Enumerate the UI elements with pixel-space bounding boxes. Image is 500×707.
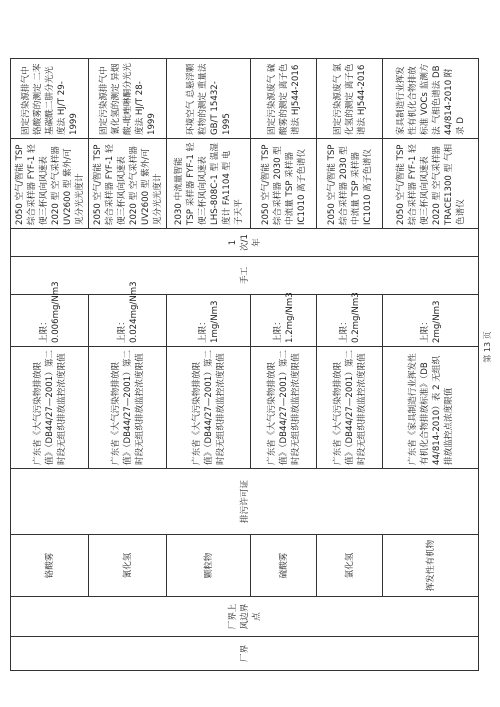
table-row: [89, 59, 167, 671]
table-row: [383, 59, 479, 671]
instrument-cell: 2050 空气/智能 TSP 综合采样器 FYF-1 轻便三杯风向风速表 2020 型 空气采样器 UV2600 型 紫外/可见分光光度计: [11, 139, 89, 229]
method-cell: 固定污染源排气中铬酸雾的测定 二苯基碳酰二肼分光光度法 HJ/T 29-1999: [11, 59, 89, 139]
pollutant-cell: 颗粒物: [167, 535, 251, 597]
table-row: [11, 59, 89, 671]
limit-cell: 上限：0.024mg/Nm3: [89, 295, 167, 347]
method-cell: 家具制造行业挥发性有机化合物排放标准 VOCs 监测方法 气相色谱法 DB 44/814-2010 附录 D: [383, 59, 479, 139]
location-cell: 厂界: [11, 637, 479, 671]
standard-cell: 广东省《大气污染物排放限值》（DB44/27—2001）第二时段无组织排放监控浓度限值: [89, 347, 167, 469]
pollutant-cell: 氯化氢: [317, 535, 383, 597]
instrument-cell: 2050 空气/智能 TSP 综合采样器 2030 型 中流量 TSP 采样器 IC1010 离子色谱仪: [251, 139, 317, 229]
limit-cell: 上限：1.2mg/Nm3: [251, 295, 317, 347]
table-row: [167, 59, 251, 671]
limit-cell: 上限：1mg/Nm3: [167, 295, 251, 347]
table-row: [251, 59, 317, 671]
method-cell: 环境空气 总悬浮颗粒物的测定 重量法 GB/T 15432-1995: [167, 59, 251, 139]
instrument-cell: 2030 中流量智能 TSP 采样器 FYF-1 轻便三杯风向风速表 LHS-808C-1 型 温湿度计 FA1104 型 电子天平: [167, 139, 251, 229]
standard-cell: 广东省《大气污染物排放限值》（DB44/27—2001）第二时段无组织排放监控浓度限值: [167, 347, 251, 469]
pollutant-cell: 氰化氢: [89, 535, 167, 597]
standard-cell: 广东省《大气污染物排放限值》（DB44/27—2001）第二时段无组织排放监控浓度限值: [251, 347, 317, 469]
limit-cell: 上限：0.2mg/Nm3: [317, 295, 383, 347]
pollutant-cell: 硫酸雾: [251, 535, 317, 597]
instrument-cell: 2050 空气/智能 TSP 综合采样器 2030 型 中流量 TSP 采样器 IC1010 离子色谱仪: [317, 139, 383, 229]
standard-cell: 广东省《大气污染物排放限值》（DB44/27—2001）第二时段无组织排放监控浓度限值: [11, 347, 89, 469]
standard-cell: 广东省《家具制造行业挥发性有机化合物排放标准》（DB 44/814-2010）表 2 无组织排放监控点浓度限值: [383, 347, 479, 469]
pollutant-cell: 铬酸雾: [11, 535, 89, 597]
mode-cell: 手工: [11, 257, 479, 295]
table-row: [317, 59, 383, 671]
permit-cell: 排污许可证: [11, 469, 479, 535]
frequency-cell: 1次/1年: [11, 229, 479, 257]
instrument-cell: 2050 空气/智能 TSP 综合采样器 FYF-1 轻便三杯风向风速表 2020 型 空气采样器 UV2600 型 紫外/可见分光光度计: [89, 139, 167, 229]
instrument-cell: 2050 空气/智能 TSP 综合采样器 FYF-1 轻便三杯风向风速表 2020 型 空气采样器 TRACE1300 型 气相色谱仪: [383, 139, 479, 229]
pollutant-cell: 挥发性有机物: [383, 535, 479, 597]
page-number: 第 13 页: [483, 331, 492, 363]
method-cell: 固定污染源废气 硫酸雾的测定 离子色谱法 HJ544-2016: [251, 59, 317, 139]
point-cell: 厂界上风边界点: [11, 597, 479, 637]
method-cell: 固定污染源废气 氯化氢的测定 离子色谱法 HJ544-2016: [317, 59, 383, 139]
monitoring-table: [10, 58, 479, 671]
limit-cell: 上限：2mg/Nm3: [383, 295, 479, 347]
limit-cell: 上限：0.006mg/Nm3: [11, 295, 89, 347]
method-cell: 固定污染源排气中氰化氢的测定 异烟酸-吡唑啉酮分光光度法 HJ/T 28-1999: [89, 59, 167, 139]
standard-cell: 广东省《大气污染物排放限值》（DB44/27—2001）第二时段无组织排放监控浓度限值: [317, 347, 383, 469]
